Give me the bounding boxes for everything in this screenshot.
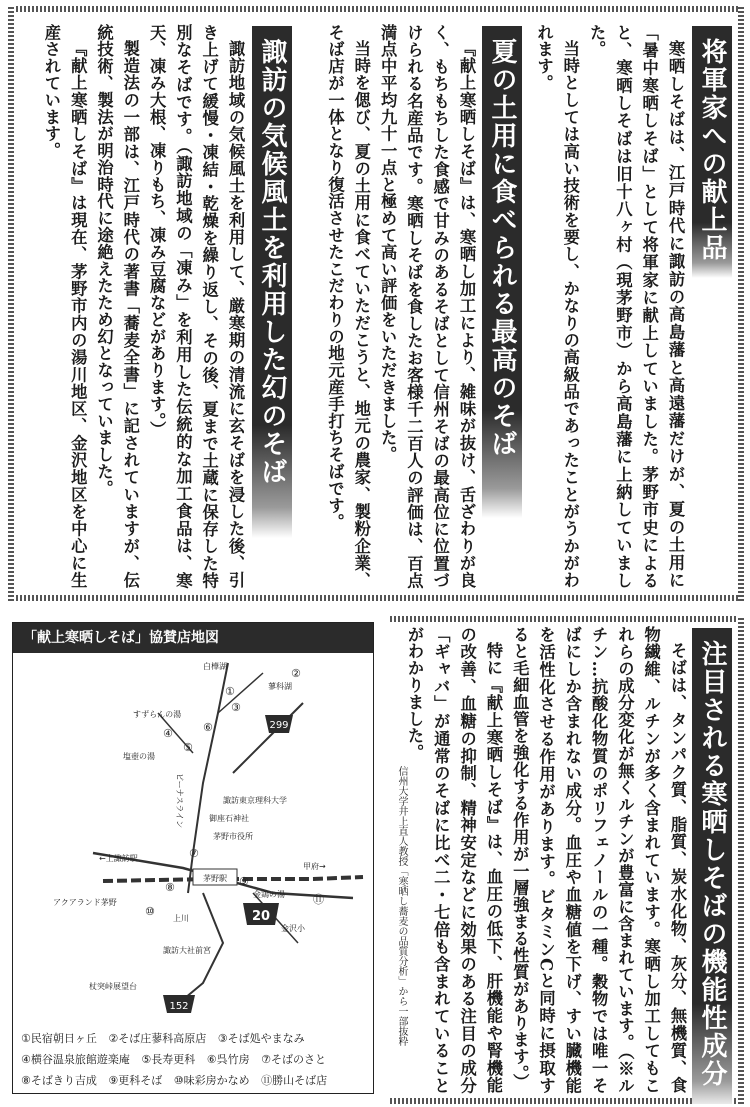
map-title: 「献上寒晒しそば」協賛店地図 [13,623,373,653]
shop-marker: ⑦ [189,847,199,860]
shop-marker: ① [225,685,235,698]
place-label: 諏訪東京理科大学 [223,796,287,805]
paragraph: 当時としては高い技術を要し、かなりの高級品であったことがうかがわれます。 [534,24,580,589]
route-299-shield [265,715,293,733]
svg-text:20: 20 [251,909,271,924]
top-panel [8,6,744,601]
article-function [405,626,690,1094]
legend-item: ⑪勝山そば店 [261,1074,328,1087]
svg-text:152: 152 [169,1001,189,1012]
paragraph: 寒晒しそばは、江戸時代に諏訪の高島藩と高遠藩だけが、夏の土用に「暑中寒晒しそば」として将軍家に献上していました。茅野市史によると、寒晒しそばは旧十八ヶ村（現茅野市）から高島藩に上納していました。 [587,24,685,589]
shop-marker: ⑧ [165,881,175,894]
shop-marker: ② [291,667,301,680]
legend-item: ⑧そばきり吉成 [21,1074,97,1087]
paragraph: 諏訪地域の気候風土を利用して、厳寒期の清流に玄そばを浸した後、引き上げて緩慢・凍結・乾燥を繰り返し、その後、夏まで土蔵に保存した特別なそばです。（諏訪地域の「凍み」を利用した伝統的な加工食品は、寒天、凍み大根、凍りもち、凍み豆腐などがあります。） [147,24,245,589]
article-summer [303,24,479,589]
section-title-function: 注目される寒晒しそばの機能性成分 [692,628,732,1104]
shop-marker: ③ [231,701,241,714]
place-label: アクアランド茅野 [53,898,117,907]
shop-marker: ⑤ [183,741,193,754]
place-label: すずらんの湯 [133,710,182,719]
top-border [8,6,744,12]
paragraph: 『献上寒晒しそば』は現在、茅野市内の湯川地区、金沢地区を中心に生産されています。 [41,24,88,589]
place-label: ←上諏訪駅 [99,854,138,863]
section-title-summer: 夏の土用に食べられる最高のそば [482,26,522,518]
place-label: 上川 [173,914,189,923]
legend-item: ⑤長寿更科 [141,1053,196,1066]
bottom-border [390,1098,744,1104]
top-border [390,616,744,622]
place-label: 蓼科湖 [268,682,292,691]
place-label: 諏訪大社前宮 [163,946,211,955]
place-label: 白樺湖 [203,662,227,671]
legend-item: ⑩味彩房かなめ [173,1074,250,1087]
legend-item: ③そば処やまなみ [217,1032,305,1045]
paragraph: 特に『献上寒晒しそば』は、血圧の低下、肝機能や腎機能の改善、血糖の抑制、精神安定などに効果のある注目の成分「ギャバ」が通常のそばに比べ二・七倍も含まれていることがわかりました。 [405,626,503,1094]
legend-item: ①民宿朝日ヶ丘 [21,1032,97,1045]
shop-marker: ⑥ [203,721,213,734]
svg-text:299: 299 [269,720,289,731]
chino-station-label: 茅野駅 [203,874,227,883]
shop-marker: ④ [163,727,173,740]
paragraph: そばは、タンパク質、脂質、炭水化物、灰分、無機質、食物繊維、ルチンが多く含まれています。寒晒し加工してもこれらの成分変化が無くルチンが豊富に含まれています。（※ルチン…抗酸化物質のポリフェノールの一種。穀物では唯一そばにしか含まれない成分。血圧や血糖値を下げ、すい臓機能を活性化させる作用があります。ビタミンCと同時に摂取すると毛細血管を強化する作用が一層強まる性質があります。） [510,626,687,1094]
left-border [8,6,14,601]
route-152-shield [163,995,195,1013]
place-label: 金沢小 [281,924,305,933]
place-label: ビーナスライン [175,773,184,829]
route-299-road [233,703,303,773]
legend-item: ⑥呉竹房 [206,1053,250,1066]
paragraph: 製造法の一部は、江戸時代の著書「蕎麦全書」に記されていますが、伝統技術、製法が明治時代に途絶えたため幻となっていました。 [94,24,140,589]
legend-item: ⑦そばのさと [261,1053,326,1066]
place-label: 茅野市役所 [213,832,253,841]
section-title-climate: 諏訪の気候風土を利用した幻のそば [252,26,292,538]
paragraph: 当時を偲び、夏の土用に食べていただこうと、地元の農家、製粉企業、そば店が一体となり復活させたこだわりの地元産手打ちそばです。 [325,24,371,589]
area-map [13,653,373,1025]
legend-item: ④横谷温泉旅館遊楽庵 [21,1053,130,1066]
bottom-border [8,595,744,601]
citation: 信州大学井上直人教授「寒晒し蕎麦の品質分析」から一部抜粋 [396,766,407,1046]
shop-marker: ⑪ [313,893,324,906]
map-legend [21,1028,369,1091]
function-panel [390,616,744,1104]
shop-marker: ⑩ [145,905,155,918]
section-title-shogun: 将軍家への献上品 [692,26,732,278]
shop-marker: ⑨ [239,875,249,888]
legend-item: ②そば庄蓼科高原店 [108,1032,207,1045]
map-box [12,622,374,1094]
legend-item: ⑨更科そば [108,1074,163,1087]
place-label: 杖突峠展望台 [89,982,137,991]
article-climate [20,24,248,589]
article-shogun [534,24,688,589]
route-20-shield [243,903,279,925]
right-border [738,616,744,1104]
place-label: 塩壺の湯 [123,752,155,761]
place-label: 甲府→ [303,862,326,871]
right-border [738,6,744,601]
place-label: 金鶏の湯 [253,890,285,899]
place-label: 御座石神社 [209,814,249,823]
paragraph: 『献上寒晒しそば』は、寒晒し加工により、雑味が抜け、舌ざわりが良く、もちもちした食感で甘みのあるそばとして信州そばの最高位に位置づけられる名産品です。寒晒しそばを食したお客様千二百人の評価は、百点満点中平均九十一点と極めて高い評価をいただきました。 [378,24,476,589]
